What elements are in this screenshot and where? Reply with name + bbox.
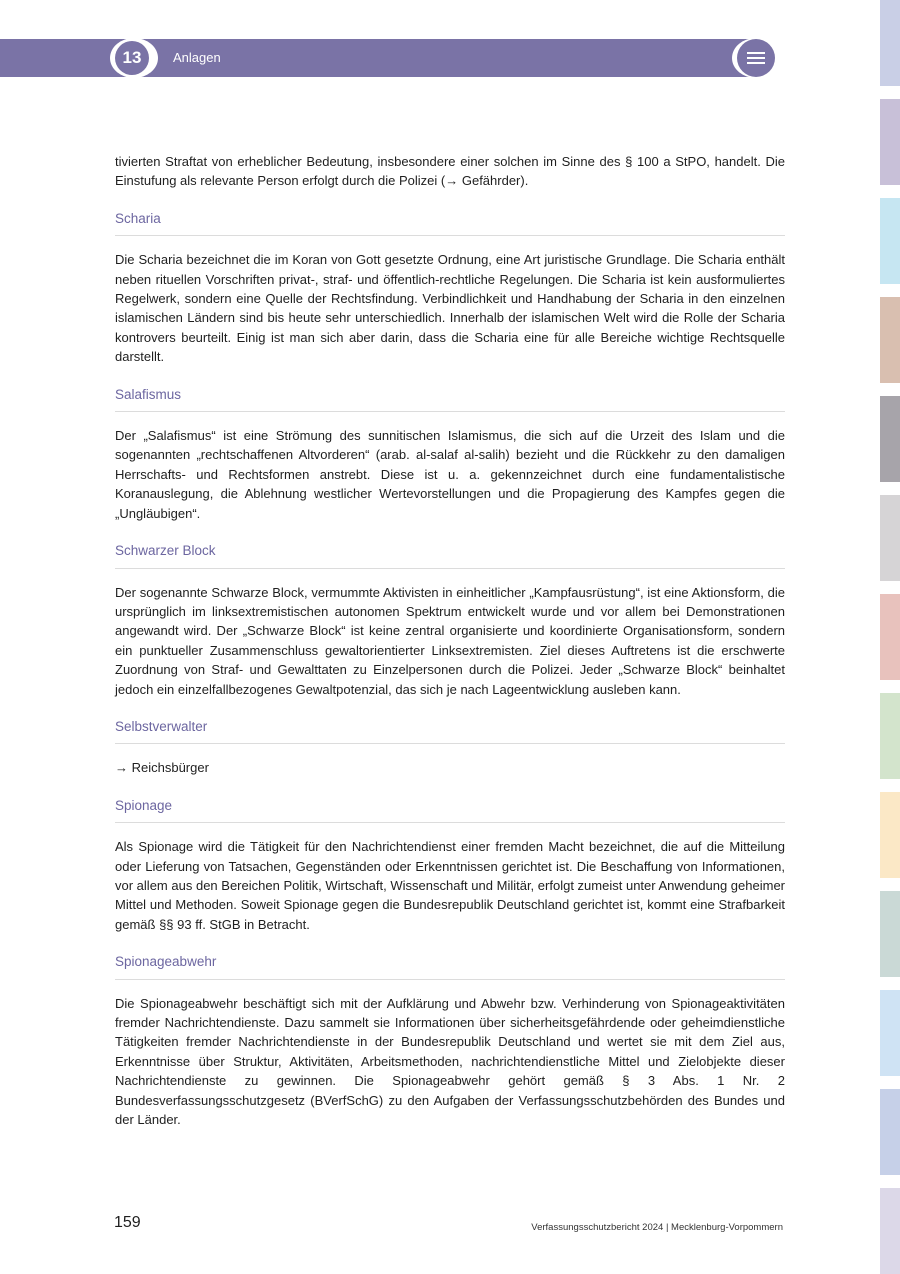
side-tab-1[interactable]: [880, 0, 900, 86]
intro-paragraph: tivierten Straftat von erheblicher Bedeutung, insbesondere einer solchen im Sinne des § 100 a StPO, handelt. Die Einstufung als relevante Person erfolgt durch die Polizei (→ Gefährder).: [115, 154, 785, 189]
hamburger-menu-icon: [737, 39, 775, 77]
side-tab-9[interactable]: [880, 792, 900, 878]
side-tab-5[interactable]: [880, 396, 900, 482]
report-source: Verfassungsschutzbericht 2024 | Mecklenburg-Vorpommern: [531, 1222, 783, 1233]
side-tab-13[interactable]: [880, 1188, 900, 1274]
side-tab-3[interactable]: [880, 198, 900, 284]
cross-reference-reichsbuerger[interactable]: → Reichsbürger: [115, 760, 209, 776]
menu-button[interactable]: [732, 38, 780, 78]
section-text-scharia: Die Scharia bezeichnet die im Koran von Gott gesetzte Ordnung, eine Art juristische Grundlage. Die Scharia enthält neben rituellen Vorschriften privat-, straf- und öffentlich-rechtliche Regelungen. Die Scharia ist kein ausformuliertes Regelwerk, sondern eine Quelle der Rechtsfindung. Verbindlichkeit und Handhabung der Scharia in den einzelnen islamischen Ländern sind bis heute sehr unterschiedlich. Innerhalb der islamischen Welt wird die Rolle der Scharia kontrovers beurteilt. Einig ist man sich aber darin, dass die Scharia eine für alle Bereiche wichtige Rechtsquelle darstellt.: [115, 252, 785, 365]
side-tab-8[interactable]: [880, 693, 900, 779]
side-tab-2[interactable]: [880, 99, 900, 185]
section-heading-selbstverwalter: Selbstverwalter: [115, 717, 785, 744]
section-heading-schwarzer-block: Schwarzer Block: [115, 541, 785, 568]
section-text-salafismus: Der „Salafismus“ ist eine Strömung des sunnitischen Islamismus, die sich auf die Urzeit des Islam und die sogenannten „rechtschaffenen Altvorderen“ (arab. al-salaf al-salih) bezieht und die Rückkehr zu den damaligen Herrschafts- und Rechtsformen anstrebt. Diese ist u. a. gekennzeichnet durch eine fundamentalistische Koranauslegung, die Ablehnung westlicher Wertevorstellungen und die Propagierung des Kampfes gegen die „Ungläubigen“.: [115, 428, 785, 521]
side-tab-7[interactable]: [880, 594, 900, 680]
side-tab-10[interactable]: [880, 891, 900, 977]
section-text-spionageabwehr: Die Spionageabwehr beschäftigt sich mit der Aufklärung und Abwehr bzw. Verhinderung von Spionageaktivitäten fremder Nachrichtendienste. Dazu sammelt sie Informationen über sicherheitsgefährdende oder geheimdienstliche Tätigkeiten fremder Nachrichtendienste in der Bundesrepublik Deutschland und wertet sie mit dem Ziel aus, Erkenntnisse über Struktur, Aktivitäten, Arbeitsmethoden, nachrichtendienstliche Mittel und Zielobjekte dieser Nachrichtendienste zu gewinnen. Die Spionageabwehr gehört gemäß § 3 Abs. 1 Nr. 2 Bundesverfassungsschutzgesetz (BVerfSchG) zu den Aufgaben der Verfassungsschutzbehörden des Bundes und der Länder.: [115, 995, 785, 1128]
side-tab-4[interactable]: [880, 297, 900, 383]
section-heading-spionageabwehr: Spionageabwehr: [115, 952, 785, 979]
section-heading-salafismus: Salafismus: [115, 385, 785, 412]
section-heading-spionage: Spionage: [115, 796, 785, 823]
side-tab-11[interactable]: [880, 990, 900, 1076]
chapter-number-badge: [110, 38, 158, 78]
glossary-content: [115, 152, 785, 1129]
page-number: 159: [114, 1214, 141, 1231]
section-text-spionage: Als Spionage wird die Tätigkeit für den Nachrichtendienst einer fremden Macht bezeichnet, die auf die Mitteilung oder Lieferung von Tatsachen, Gegenständen oder Erkenntnissen gerichtet ist. Die Beschaffung von Informationen, vor allem aus den Bereichen Politik, Wirtschaft, Wissenschaft und Militär, erfolgt zumeist unter Anwendung geheimer Mittel und Methoden. Soweit Spionage gegen die Bundesrepublik Deutschland gerichtet ist, kommt eine Strafbarkeit gemäß §§ 93 ff. StGB in Betracht.: [115, 839, 785, 932]
section-heading-scharia: Scharia: [115, 209, 785, 236]
chapter-side-tabs: [880, 0, 900, 1272]
chapter-title: Anlagen: [173, 50, 221, 65]
chapter-number: 13: [115, 41, 149, 75]
side-tab-6[interactable]: [880, 495, 900, 581]
section-text-schwarzer-block: Der sogenannte Schwarze Block, vermummte Aktivisten in einheitlicher „Kampfausrüstung“, ist eine Aktionsform, die ursprünglich im linksextremistischen autonomen Spektrum entwickelt wurde und vor allem bei Demonstrationen angewandt wird. Der „Schwarze Block“ ist keine zentral organisierte und koordinierte Organisationsform, sondern ein punktueller Zusammenschluss gewaltorientierter Linksextremisten. Ziel dieses Auftretens ist die erschwerte Zuordnung von Straf- und Gewalttaten zu Einzelpersonen durch die Polizei. Jeder „Schwarze Block“ beinhaltet jedoch ein einzelfallbezogenes Gewaltpotenzial, das sich je nach Lageentwicklung ausleben kann.: [115, 584, 785, 697]
side-tab-12[interactable]: [880, 1089, 900, 1175]
